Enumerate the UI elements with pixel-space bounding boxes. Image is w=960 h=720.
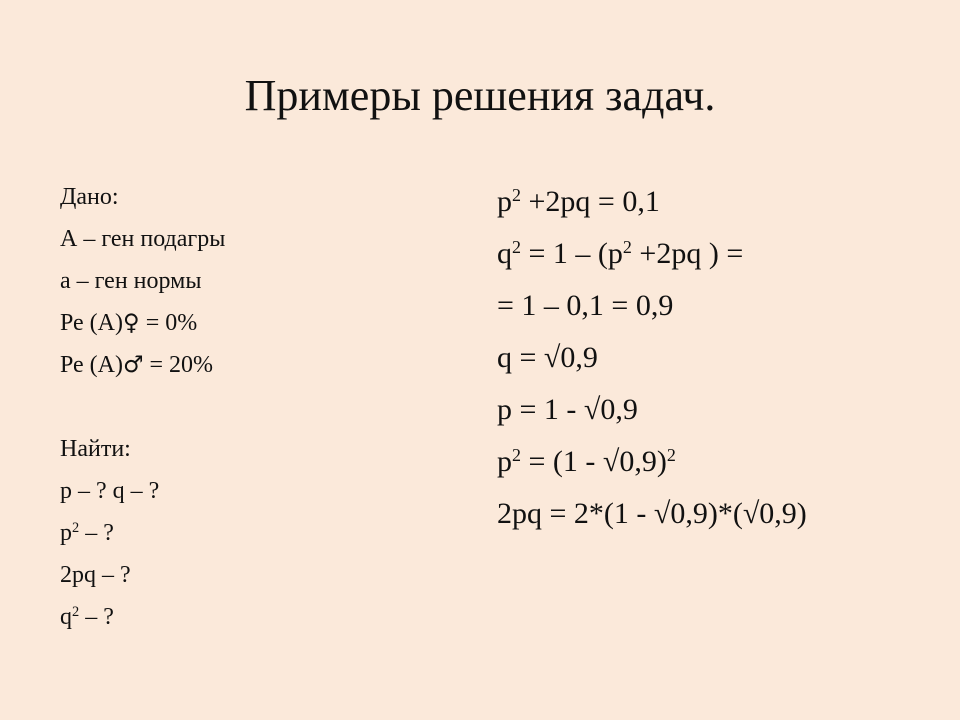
solution-line-2 bbox=[497, 228, 947, 280]
spacer bbox=[60, 386, 420, 428]
given-gene-dominant: А – ген подагры bbox=[60, 226, 226, 252]
penetrance-male-value: = 20% bbox=[143, 352, 213, 378]
find-q-squared bbox=[60, 596, 420, 638]
solution-line-1 bbox=[497, 176, 947, 228]
given-heading: Дано: bbox=[60, 184, 119, 210]
find-2pq: 2рq – ? bbox=[60, 562, 131, 588]
question: – ? bbox=[79, 520, 114, 546]
penetrance-female-value: = 0% bbox=[139, 310, 198, 336]
penetrance-female-prefix: Ре (А) bbox=[60, 310, 123, 336]
solution-line-3: = 1 – 0,1 = 0,9 bbox=[497, 289, 674, 322]
solution-column bbox=[497, 176, 947, 540]
term: = 1 – (р bbox=[521, 237, 623, 270]
term: р bbox=[497, 185, 512, 218]
exponent: 2 bbox=[512, 237, 521, 258]
p-base: р bbox=[60, 520, 72, 546]
exponent: 2 bbox=[512, 445, 521, 466]
solution-line-4: q = √0,9 bbox=[497, 341, 598, 374]
term: +2рq = 0,1 bbox=[521, 185, 660, 218]
term: q bbox=[497, 237, 512, 270]
term: = (1 - √0,9) bbox=[521, 445, 667, 478]
given-gene-recessive: а – ген нормы bbox=[60, 268, 202, 294]
find-p-squared bbox=[60, 512, 420, 554]
exponent: 2 bbox=[666, 445, 676, 466]
solution-line-6 bbox=[497, 436, 947, 488]
slide-title: Примеры решения задач. bbox=[244, 71, 716, 120]
exponent: 2 bbox=[512, 185, 521, 206]
term: +2рq ) = bbox=[631, 237, 744, 270]
exponent: 2 bbox=[72, 520, 80, 537]
term: р bbox=[497, 445, 512, 478]
exponent: 2 bbox=[72, 604, 80, 621]
question: – ? bbox=[79, 604, 114, 630]
female-icon: ♀ bbox=[123, 310, 140, 336]
penetrance-male-prefix: Ре (А) bbox=[60, 352, 123, 378]
find-p-q: р – ? q – ? bbox=[60, 478, 160, 504]
find-heading: Найти: bbox=[60, 436, 131, 462]
given-find-column bbox=[60, 176, 420, 638]
solution-line-5: р = 1 - √0,9 bbox=[497, 393, 638, 426]
q-base: q bbox=[60, 604, 72, 630]
given-penetrance-female bbox=[60, 302, 420, 344]
male-icon: ♂ bbox=[123, 352, 144, 378]
given-penetrance-male bbox=[60, 344, 420, 386]
exponent: 2 bbox=[622, 237, 632, 258]
solution-line-7: 2рq = 2*(1 - √0,9)*(√0,9) bbox=[497, 497, 807, 530]
